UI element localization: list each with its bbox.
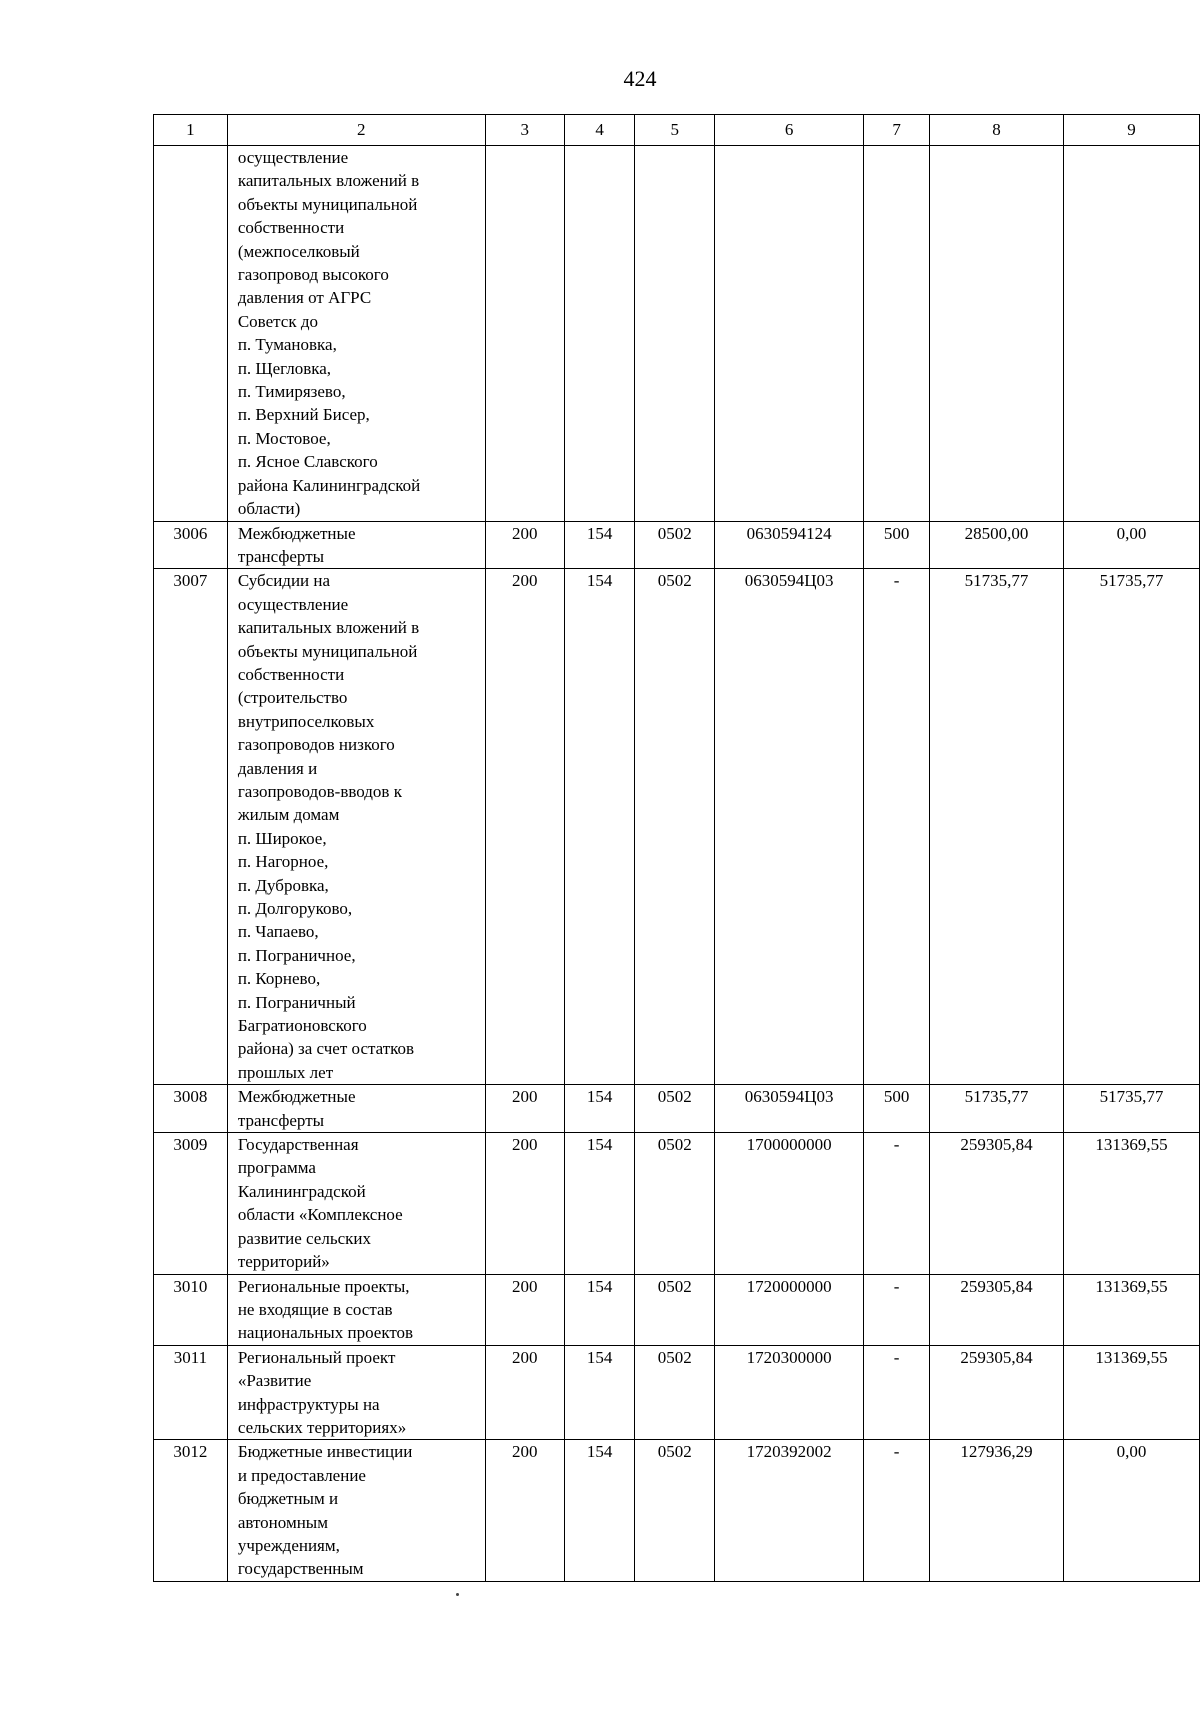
description-line: сельских территориях»: [237, 1417, 407, 1437]
cell-col5: 0502: [635, 1085, 715, 1133]
description-line: п. Долгоруково,: [237, 899, 353, 918]
description-line: Региональный проект: [237, 1347, 396, 1367]
description-line: не входящие в состав: [237, 1299, 393, 1319]
description-line: Калининградской: [237, 1181, 366, 1201]
cell-amount-9: 131369,55: [1063, 1133, 1199, 1274]
description-line: п. Ясное Славского: [237, 452, 378, 472]
row-description: [227, 1085, 485, 1133]
row-description: [227, 569, 485, 1085]
cell-col7: 500: [864, 1085, 930, 1133]
description-line: п. Чапаево,: [237, 922, 319, 942]
cell-col5: 0502: [635, 1440, 715, 1581]
table-row: [154, 1133, 1200, 1274]
description-line: собственности: [237, 664, 345, 684]
row-number: 3009: [154, 1133, 228, 1274]
row-description: [227, 1274, 485, 1345]
description-line: автономным: [237, 1512, 328, 1532]
cell-code: 1720392002: [715, 1440, 864, 1581]
cell-code: 1700000000: [715, 1133, 864, 1274]
cell-col4: 154: [564, 1440, 635, 1581]
description-line: давления от АГРС: [237, 288, 372, 308]
cell-col3: 200: [485, 1274, 564, 1345]
cell-col4: 154: [564, 521, 635, 569]
cell-code: 1720300000: [715, 1345, 864, 1440]
description-line: давления и: [237, 758, 318, 778]
cell-col5: 0502: [635, 1274, 715, 1345]
cell-col4: 154: [564, 569, 635, 1085]
row-number: 3010: [154, 1274, 228, 1345]
cell-col7: -: [864, 1345, 930, 1440]
description-line: области): [237, 499, 301, 519]
description-line: «Развитие: [237, 1371, 312, 1391]
description-line: Багратионовского: [237, 1016, 367, 1036]
column-header-4: 4: [564, 115, 635, 146]
cell-col3: 200: [485, 1440, 564, 1581]
description-line: трансферты: [237, 546, 325, 566]
description-line: осуществление: [237, 148, 349, 167]
description-line: и предоставление: [237, 1465, 366, 1485]
row-description: [227, 146, 485, 522]
description-line: развитие сельских: [237, 1228, 371, 1248]
description-line: Бюджетные инвестиции: [237, 1442, 413, 1462]
cell-amount-9: 131369,55: [1063, 1274, 1199, 1345]
cell-col7: 500: [864, 521, 930, 569]
cell-amount-9: [1063, 146, 1199, 522]
table-row: [154, 1085, 1200, 1133]
description-line: бюджетным и: [237, 1489, 339, 1509]
cell-code: 0630594Ц03: [715, 1085, 864, 1133]
header-row: [154, 115, 1200, 146]
cell-amount-8: 51735,77: [929, 1085, 1063, 1133]
table-row: [154, 1345, 1200, 1440]
description-line: трансферты: [237, 1110, 325, 1130]
cell-col4: 154: [564, 1274, 635, 1345]
cell-amount-8: 259305,84: [929, 1345, 1063, 1440]
cell-col3: 200: [485, 1085, 564, 1133]
row-number: 3011: [154, 1345, 228, 1440]
cell-code: 1720000000: [715, 1274, 864, 1345]
table-row: [154, 569, 1200, 1085]
table-row: [154, 146, 1200, 522]
description-line: п. Тумановка,: [237, 335, 337, 355]
row-number: 3012: [154, 1440, 228, 1581]
cell-col5: [635, 146, 715, 522]
description-line: Региональные проекты,: [237, 1276, 410, 1296]
description-line: капитальных вложений в: [237, 171, 420, 191]
description-line: объекты муниципальной: [237, 194, 418, 214]
row-description: [227, 1345, 485, 1440]
description-line: Советск до: [237, 311, 318, 331]
cell-col4: 154: [564, 1133, 635, 1274]
description-line: п. Щегловка,: [237, 358, 332, 378]
description-line: территорий»: [237, 1252, 330, 1272]
description-line: жилым домам: [237, 805, 340, 825]
cell-col5: 0502: [635, 521, 715, 569]
cell-amount-8: 127936,29: [929, 1440, 1063, 1581]
cell-col7: -: [864, 1274, 930, 1345]
description-line: Межбюджетные: [237, 523, 356, 543]
description-line: государственным: [237, 1559, 364, 1579]
row-number: [154, 146, 228, 522]
table-row: [154, 1274, 1200, 1345]
description-line: п. Пограничное,: [237, 945, 356, 965]
cell-col4: [564, 146, 635, 522]
column-header-9: 9: [1063, 115, 1199, 146]
cell-amount-9: 131369,55: [1063, 1345, 1199, 1440]
description-line: учреждениям,: [237, 1535, 340, 1555]
scan-speck: [456, 1593, 459, 1596]
cell-col7: [864, 146, 930, 522]
description-line: п. Корнево,: [237, 969, 321, 989]
description-line: капитальных вложений в: [237, 618, 420, 638]
row-number: 3007: [154, 569, 228, 1085]
cell-col7: -: [864, 1440, 930, 1581]
cell-col4: 154: [564, 1085, 635, 1133]
cell-col5: 0502: [635, 1345, 715, 1440]
cell-amount-9: 0,00: [1063, 521, 1199, 569]
description-line: района) за счет остатков: [237, 1039, 415, 1059]
cell-amount-9: 51735,77: [1063, 1085, 1199, 1133]
column-header-8: 8: [929, 115, 1063, 146]
column-header-2: 2: [227, 115, 485, 146]
column-header-1: 1: [154, 115, 228, 146]
column-header-5: 5: [635, 115, 715, 146]
cell-col3: [485, 146, 564, 522]
cell-col3: 200: [485, 1345, 564, 1440]
table-row: [154, 521, 1200, 569]
description-line: Государственная: [237, 1135, 359, 1155]
column-header-3: 3: [485, 115, 564, 146]
description-line: газопроводов-вводов к: [237, 781, 402, 801]
description-line: п. Нагорное,: [237, 852, 329, 872]
cell-amount-8: [929, 146, 1063, 522]
cell-amount-8: 28500,00: [929, 521, 1063, 569]
cell-code: [715, 146, 864, 522]
description-line: объекты муниципальной: [237, 641, 418, 661]
description-line: осуществление: [237, 594, 349, 614]
description-line: внутрипоселковых: [237, 711, 375, 731]
cell-col7: -: [864, 569, 930, 1085]
description-line: Субсидии на: [237, 571, 331, 591]
description-line: района Калининградской: [237, 475, 421, 495]
row-description: [227, 521, 485, 569]
table-body: [154, 146, 1200, 1582]
budget-table: [153, 114, 1200, 1582]
cell-amount-9: 0,00: [1063, 1440, 1199, 1581]
cell-col3: 200: [485, 569, 564, 1085]
description-line: п. Пограничный: [237, 992, 356, 1012]
description-line: п. Дубровка,: [237, 875, 329, 895]
cell-col5: 0502: [635, 1133, 715, 1274]
description-line: газопровод высокого: [237, 265, 389, 285]
row-description: [227, 1440, 485, 1581]
cell-amount-8: 259305,84: [929, 1133, 1063, 1274]
description-line: п. Широкое,: [237, 828, 327, 848]
column-header-6: 6: [715, 115, 864, 146]
cell-col5: 0502: [635, 569, 715, 1085]
description-line: Межбюджетные: [237, 1087, 356, 1107]
table-row: [154, 1440, 1200, 1581]
column-header-7: 7: [864, 115, 930, 146]
row-number: 3006: [154, 521, 228, 569]
description-line: области «Комплексное: [237, 1205, 403, 1225]
description-line: прошлых лет: [237, 1062, 334, 1082]
description-line: (строительство: [237, 688, 348, 708]
row-description: [227, 1133, 485, 1274]
description-line: газопроводов низкого: [237, 735, 395, 755]
cell-amount-9: 51735,77: [1063, 569, 1199, 1085]
row-number: 3008: [154, 1085, 228, 1133]
description-line: (межпоселковый: [237, 241, 360, 261]
cell-amount-8: 259305,84: [929, 1274, 1063, 1345]
description-line: программа: [237, 1158, 316, 1178]
page-number: 424: [623, 66, 657, 91]
description-line: п. Верхний Бисер,: [237, 405, 370, 425]
cell-amount-8: 51735,77: [929, 569, 1063, 1085]
description-line: инфраструктуры на: [237, 1394, 380, 1414]
description-line: собственности: [237, 218, 345, 238]
cell-code: 0630594Ц03: [715, 569, 864, 1085]
description-line: п. Тимирязево,: [237, 382, 346, 402]
description-line: п. Мостовое,: [237, 428, 331, 448]
cell-col3: 200: [485, 1133, 564, 1274]
cell-code: 0630594124: [715, 521, 864, 569]
cell-col7: -: [864, 1133, 930, 1274]
cell-col4: 154: [564, 1345, 635, 1440]
cell-col3: 200: [485, 521, 564, 569]
description-line: национальных проектов: [237, 1323, 414, 1343]
